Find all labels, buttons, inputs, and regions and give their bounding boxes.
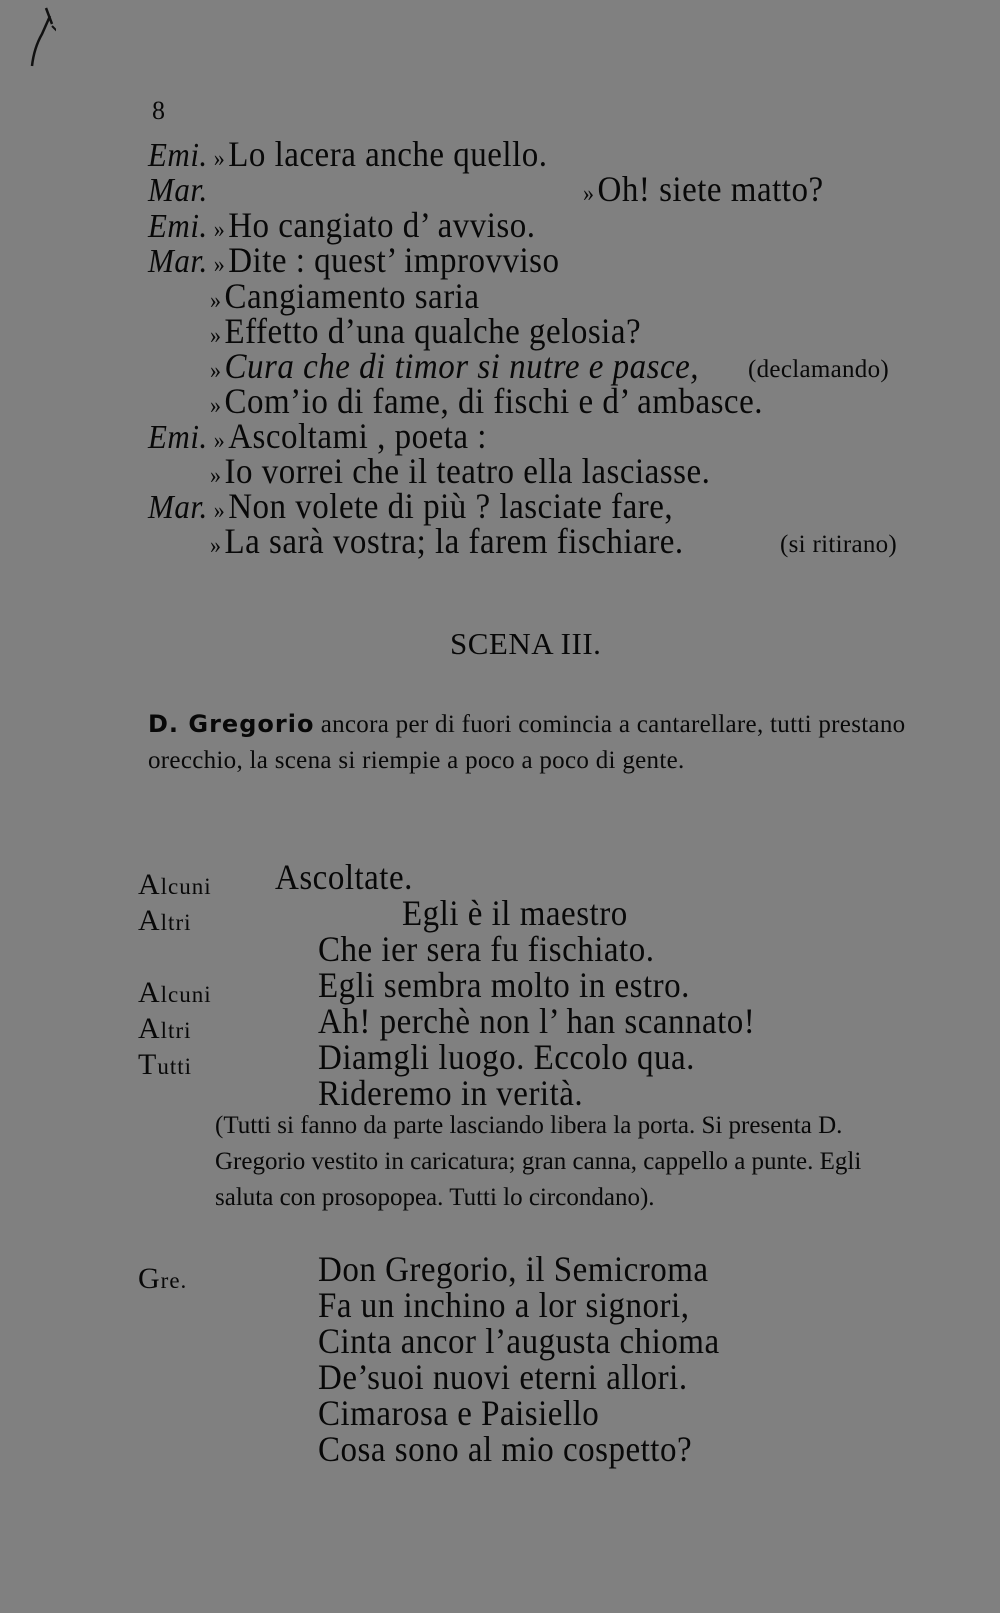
verse-text: Non volete di più ? lasciate fare, bbox=[228, 488, 674, 527]
speaker-label: Mar. bbox=[148, 171, 208, 209]
dialogue-line bbox=[148, 136, 548, 176]
verse-text: Dite : quest’ improvviso bbox=[228, 242, 560, 281]
dialogue-line bbox=[148, 242, 559, 282]
verse-text: Lo lacera anche quello. bbox=[228, 136, 548, 175]
verse-text: Ascoltate. bbox=[275, 859, 413, 898]
speaker-label: Mar. bbox=[148, 488, 208, 526]
verse-text: Effetto d’una qualche gelosia? bbox=[224, 313, 642, 352]
dialogue-line bbox=[148, 207, 536, 247]
speaker-label: Mar. bbox=[148, 242, 208, 280]
dialogue-line bbox=[583, 171, 824, 211]
verse-text: Io vorrei che il teatro ella lasciasse. bbox=[224, 453, 711, 492]
quote-mark: » bbox=[213, 426, 226, 454]
verse-text: De’suoi nuovi eterni allori. bbox=[318, 1359, 688, 1398]
speaker-label: Emi. bbox=[148, 136, 208, 174]
stage-direction-inline: (declamando) bbox=[748, 356, 890, 383]
page-number: 8 bbox=[152, 96, 165, 125]
verse-text: Diamgli luogo. Eccolo qua. bbox=[318, 1039, 695, 1078]
stage-direction-inline: (si ritirano) bbox=[780, 531, 898, 558]
verse-text: La sarà vostra; la farem fischiare. bbox=[224, 523, 684, 562]
speaker-label: Emi. bbox=[148, 207, 208, 245]
verse-text: Don Gregorio, il Semicroma bbox=[318, 1251, 709, 1290]
verse-text: Egli sembra molto in estro. bbox=[318, 967, 690, 1006]
quote-mark: » bbox=[210, 461, 222, 489]
dialogue-line bbox=[210, 383, 763, 423]
speaker-label: Tutti bbox=[138, 1048, 192, 1081]
dialogue-line bbox=[148, 488, 673, 528]
stage-direction: (Tutti si fanno da parte lasciando libera la porta. Si presenta D. Gregorio vestito in caricatura; gran canna, cappello a punte. Egli saluta con prosopopea. Tutti lo circondano). bbox=[215, 1112, 862, 1211]
scene-title: SCENA III. bbox=[450, 626, 602, 661]
verse-text: Cinta ancor l’augusta chioma bbox=[318, 1323, 720, 1362]
character-name: D. Gregorio bbox=[148, 710, 315, 738]
dialogue-line bbox=[210, 348, 699, 388]
verse-text: Che ier sera fu fischiato. bbox=[318, 931, 655, 970]
speaker-label: Alcuni bbox=[138, 976, 212, 1009]
ink-mark-corner bbox=[16, 4, 56, 74]
dialogue-line bbox=[148, 171, 214, 211]
verse-text: Ah! perchè non l’ han scannato! bbox=[318, 1003, 756, 1042]
speaker-label: Altri bbox=[138, 904, 192, 937]
verse-text: Egli è il maestro bbox=[402, 895, 628, 934]
dialogue-line bbox=[210, 278, 480, 318]
verse-text: Rideremo in verità. bbox=[318, 1075, 584, 1114]
dialogue-line bbox=[210, 313, 641, 353]
quote-mark: » bbox=[213, 215, 226, 243]
scene-intro bbox=[148, 706, 928, 779]
quote-mark: » bbox=[210, 391, 222, 419]
quote-mark: » bbox=[213, 496, 226, 524]
quote-mark: » bbox=[210, 531, 222, 559]
scene-intro-text: ancora per di fuori comincia a cantarellare, tutti prestano orecchio, la scena si riempie a poco a poco di gente. bbox=[148, 711, 906, 774]
quote-mark: » bbox=[213, 144, 226, 172]
verse-text: Oh! siete matto? bbox=[597, 171, 824, 210]
dialogue-line bbox=[210, 453, 710, 493]
verse-text: Ho cangiato d’ avviso. bbox=[228, 207, 536, 246]
speaker-label: Altri bbox=[138, 1012, 192, 1045]
verse-text: Ascoltami , poeta : bbox=[228, 418, 487, 457]
quote-mark: » bbox=[583, 179, 595, 207]
speaker-label: Emi. bbox=[148, 418, 208, 456]
ink-scribble-icon bbox=[16, 4, 56, 74]
verse-text: Fa un inchino a lor signori, bbox=[318, 1287, 690, 1326]
verse-text: Cosa sono al mio cospetto? bbox=[318, 1431, 693, 1470]
verse-text: Cimarosa e Paisiello bbox=[318, 1395, 600, 1434]
quote-mark: » bbox=[213, 250, 226, 278]
quote-mark: » bbox=[210, 321, 222, 349]
verse-text: Cura che di timor si nutre e pasce, bbox=[224, 348, 700, 387]
dialogue-line bbox=[148, 418, 487, 458]
dialogue-line bbox=[210, 523, 684, 563]
verse-text: Com’io di fame, di fischi e d’ ambasce. bbox=[224, 383, 763, 422]
speaker-label: Gre. bbox=[138, 1262, 188, 1295]
quote-mark: » bbox=[210, 286, 222, 314]
quote-mark: » bbox=[210, 356, 222, 384]
verse-text: Cangiamento saria bbox=[224, 278, 480, 317]
speaker-label: Alcuni bbox=[138, 868, 212, 901]
